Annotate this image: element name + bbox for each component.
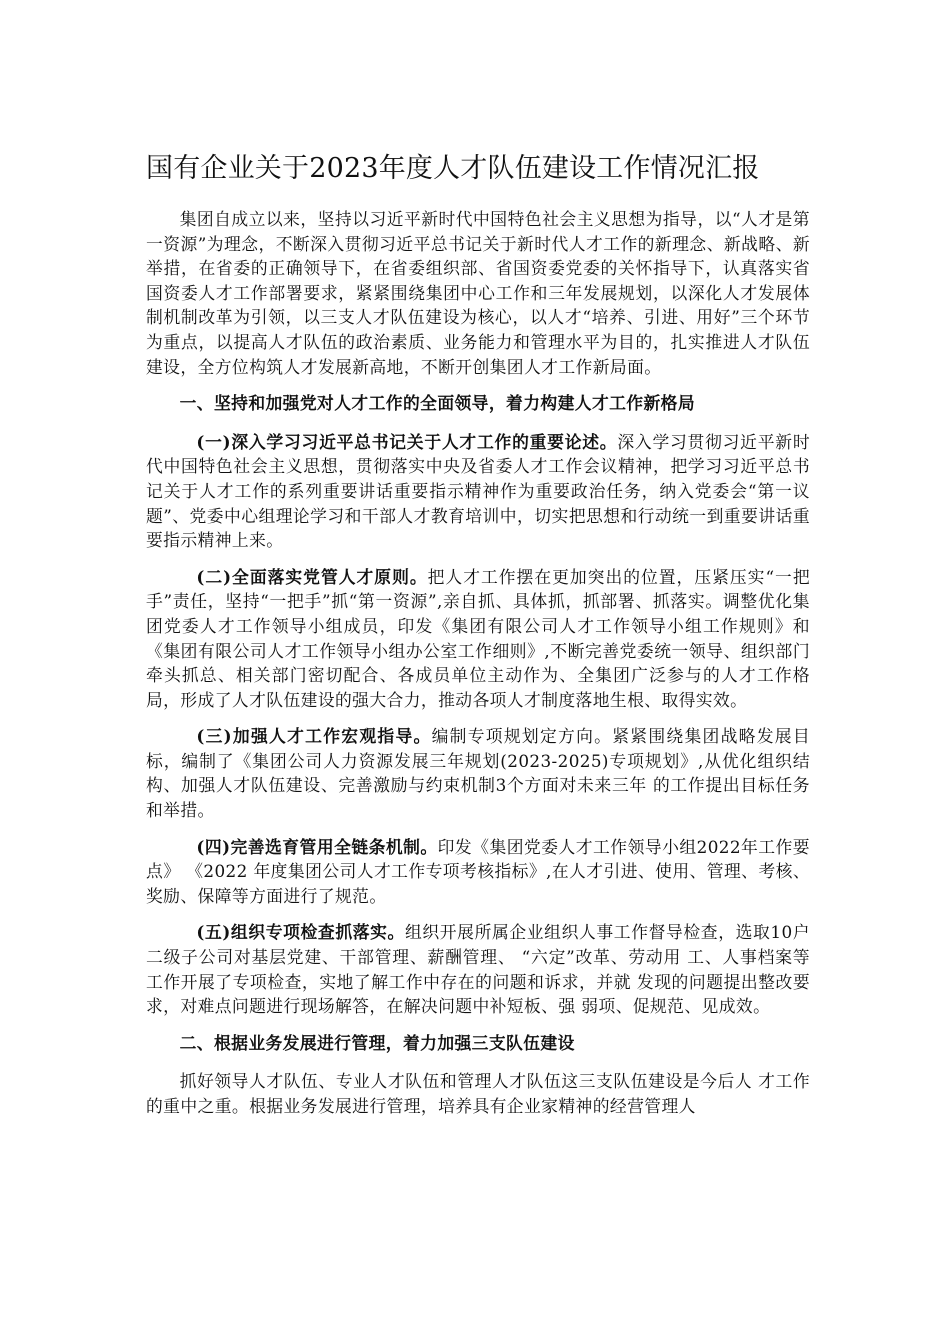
sub-item-3	[146, 724, 810, 822]
sub-item-lead: (二)全面落实党管人才原则。	[196, 566, 428, 587]
sub-item-lead: (一)深入学习习近平总书记关于人才工作的重要论述。	[196, 431, 618, 452]
sub-item-text: 把人才工作摆在更加突出的位置，压紧压实“一把手”责任，坚持“一把手”抓“第一资源”,亲自抓、具体抓，抓部署、抓落实。调整优化集团党委人才工作领导小组成员，印发《集团有限公司人才工作领导小组工作规则》和《集团有限公司人才工作领导小组办公室工作细则》,不断完善党委统一领导、组织部门牵头抓总、相关部门密切配合、各成员单位主动作为、全集团广泛参与的人才工作格局，形成了人才队伍建设的强大合力，推动各项人才制度落地生根、取得实效。	[146, 566, 810, 710]
sub-item-lead: (五)组织专项检查抓落实。	[196, 922, 405, 943]
intro-paragraph: 集团自成立以来，坚持以习近平新时代中国特色社会主义思想为指导，以“人才是第一资源”为理念，不断深入贯彻习近平总书记关于新时代人才工作的新理念、新战略、新举措，在省委的正确领导下，在省委组织部、省国资委党委的关怀指导下，认真落实省国资委人才工作部署要求，紧紧围绕集团中心工作和三年发展规划，以深化人才发展体制机制改革为引领，以三支人才队伍建设为核心，以人才“培养、引进、用好”三个环节为重点，以提高人才队伍的政治素质、业务能力和管理水平为目的，扎实推进人才队伍建设，全方位构筑人才发展新高地，不断开创集团人才工作新局面。	[146, 209, 810, 377]
section2-paragraph: 抓好领导人才队伍、专业人才队伍和管理人才队伍这三支队伍建设是今后人 才工作的重中之重。根据业务发展进行管理，培养具有企业家精神的经营管理人	[146, 1071, 810, 1116]
section-heading-1: 一、坚持和加强党对人才工作的全面领导，着力构建人才工作新格局	[179, 393, 696, 414]
section-heading-2: 二、根据业务发展进行管理，着力加强三支队伍建设	[179, 1032, 575, 1053]
sub-item-text: 印发《集团党委人才工作领导小组2022年工作要点》 《2022 年度集团公司人才工作专项考核指标》,在人才引进、使用、管理、考核、奖励、保障等方面进行了规范。	[146, 836, 810, 906]
document-page	[146, 150, 810, 1131]
sub-item-lead: (四)完善选育管用全链条机制。	[196, 836, 438, 857]
sub-item-lead: (三)加强人才工作宏观指导。	[196, 726, 432, 747]
document-title: 国有企业关于2023年度人才队伍建设工作情况汇报	[146, 153, 760, 184]
sub-item-text: 深入学习贯彻习近平新时代中国特色社会主义思想，贯彻落实中央及省委人才工作会议精神，把学习习近平总书记关于人才工作的系列重要讲话重要指示精神作为重要政治任务，纳入党委会“第一议题”、党委中心组理论学习和干部人才教育培训中，切实把思想和行动统一到重要讲话重要指示精神上来。	[146, 431, 810, 551]
sub-item-5	[146, 920, 810, 1018]
sub-item-1	[146, 430, 810, 553]
sub-item-text: 组织开展所属企业组织人事工作督导检查，选取10户二级子公司对基层党建、干部管理、薪酬管理、 “六定”改革、劳动用 工、人事档案等工作开展了专项检查，实地了解工作中存在的问题和诉求，并就 发现的问题提出整改要求，对难点问题进行现场解答，在解决问题中补短板、强 弱项、促规范、见成效。	[146, 922, 810, 1017]
sub-item-text: 编制专项规划定方向。紧紧围绕集团战略发展目标，编制了《集团公司人力资源发展三年规划(2023-2025)专项规划》,从优化组织结构、加强人才队伍建设、完善激励与约束机制3个方面对未来三年 的工作提出目标任务和举措。	[146, 726, 810, 821]
sub-item-4	[146, 835, 810, 909]
sub-item-2	[146, 565, 810, 713]
